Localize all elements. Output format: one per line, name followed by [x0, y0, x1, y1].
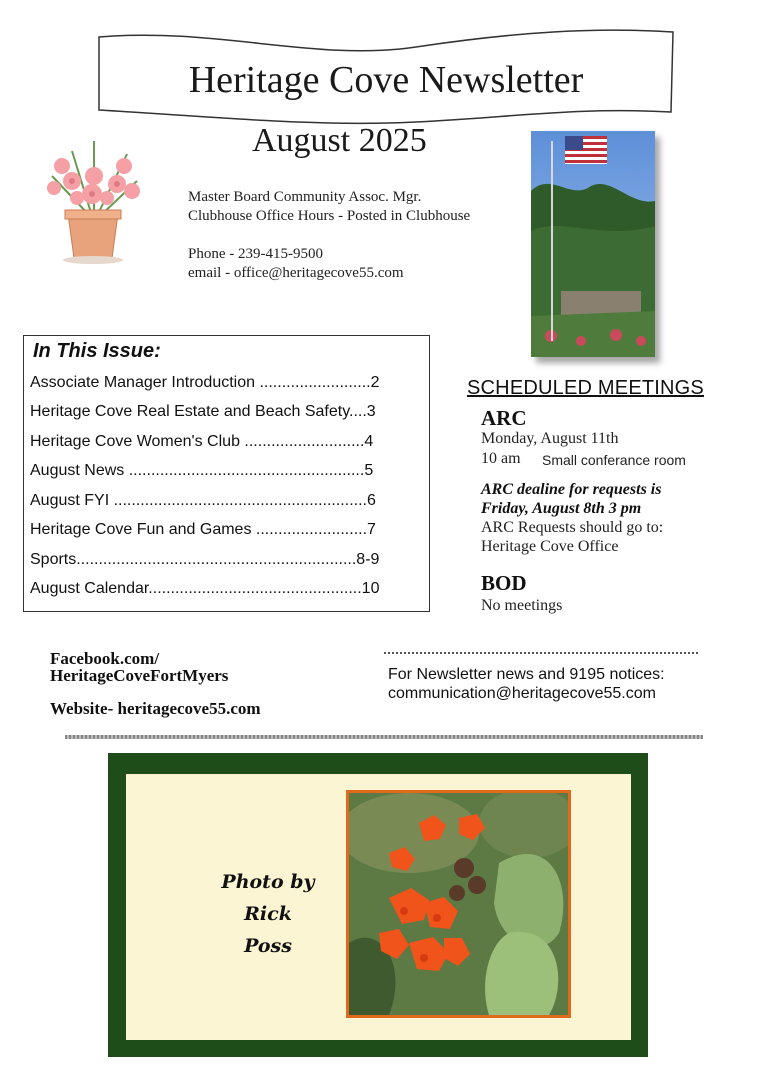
arc-date: Monday, August 11th	[481, 430, 619, 447]
arc-requests-line2: Heritage Cove Office	[481, 538, 619, 555]
toc-item[interactable]: August Calendar................................................10	[30, 580, 380, 597]
section-divider	[65, 735, 703, 739]
facebook-link-line2[interactable]: HeritageCoveFortMyers	[50, 666, 229, 685]
arc-requests-line1: ARC Requests should go to:	[481, 519, 664, 536]
toc-item[interactable]: Associate Manager Introduction .........................2	[30, 374, 380, 391]
arc-deadline-line1: ARC dealine for requests is	[481, 481, 662, 498]
toc-item[interactable]: Heritage Cove Real Estate and Beach Safety....3	[30, 403, 376, 420]
toc-item[interactable]: August FYI .........................................................6	[30, 492, 376, 509]
manager-line: Master Board Community Assoc. Mgr.	[188, 189, 422, 205]
bod-text: No meetings	[481, 597, 563, 614]
newsletter-email[interactable]: communication@heritagecove55.com	[388, 685, 656, 702]
newsletter-notice: For Newsletter news and 9195 notices:	[388, 666, 665, 683]
toc-item[interactable]: Sports...............................................................8-9	[30, 551, 380, 568]
photo-credit-line1: Photo by	[221, 871, 315, 893]
flag-photo	[531, 131, 655, 357]
scheduled-meetings-heading: SCHEDULED MEETINGS	[467, 377, 704, 399]
toc-item[interactable]: Heritage Cove Women's Club ...........................4	[30, 433, 374, 450]
website-link[interactable]: Website- heritagecove55.com	[50, 699, 261, 718]
toc-item[interactable]: Heritage Cove Fun and Games .........................7	[30, 521, 376, 538]
dotted-divider	[384, 652, 698, 654]
facebook-link-line1[interactable]: Facebook.com/	[50, 649, 160, 668]
phone-line: Phone - 239-415-9500	[188, 246, 323, 262]
arc-deadline-line2: Friday, August 8th 3 pm	[481, 500, 642, 517]
flower-pot-illustration	[32, 136, 162, 268]
photo-credit	[218, 866, 318, 962]
in-this-issue-title: In This Issue:	[33, 340, 161, 362]
orange-flower-photo	[346, 790, 571, 1018]
bod-heading: BOD	[481, 571, 527, 595]
arc-room: Small conferance room	[542, 452, 686, 468]
newsletter-title: Heritage Cove Newsletter	[188, 59, 584, 101]
arc-heading: ARC	[481, 406, 527, 430]
issue-month: August 2025	[252, 122, 427, 159]
photo-credit-line2: Rick Poss	[244, 903, 292, 957]
arc-time: 10 am	[481, 450, 521, 467]
email-line[interactable]: email - office@heritagecove55.com	[188, 265, 404, 281]
office-hours-line: Clubhouse Office Hours - Posted in Clubhouse	[188, 208, 471, 224]
toc-item[interactable]: August News .....................................................5	[30, 462, 374, 479]
